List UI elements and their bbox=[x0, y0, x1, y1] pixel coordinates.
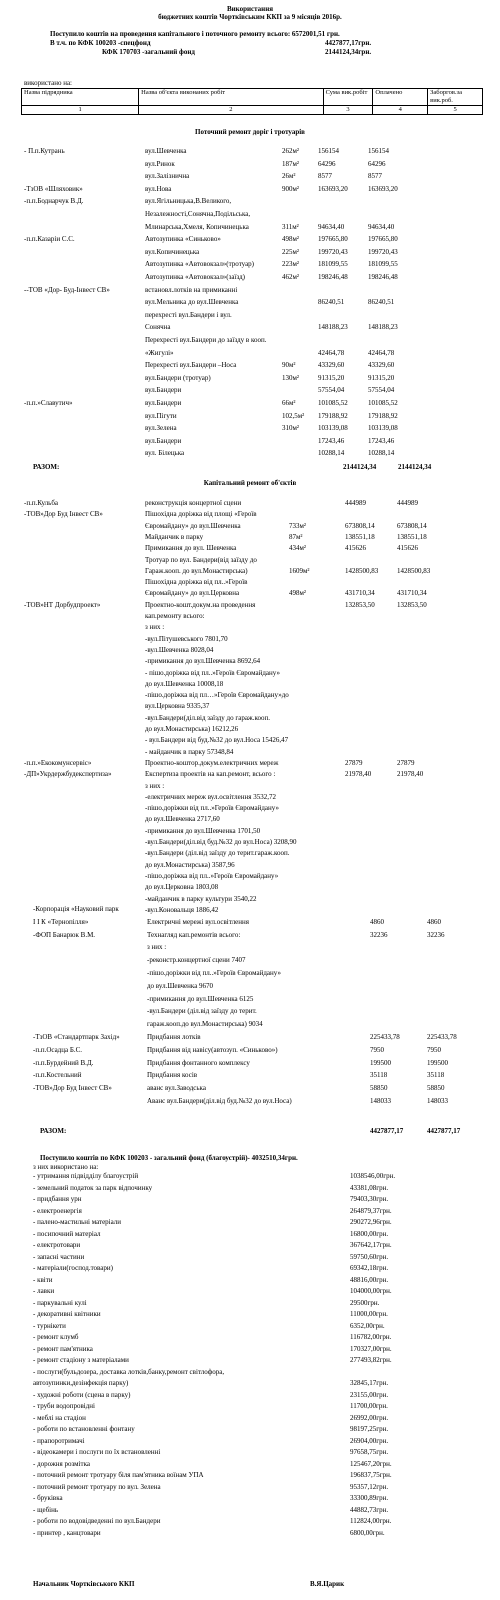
row-sum: 43329,60 bbox=[318, 361, 345, 370]
row-object: Придбання фонтанного комплексу bbox=[147, 1058, 250, 1067]
row-sum: 94634,40 bbox=[318, 222, 345, 231]
row-sum: 132853,50 bbox=[345, 600, 375, 609]
row-contractor: -Корпорація «Науковий парк bbox=[33, 905, 119, 913]
expense-value: 69342,18грн. bbox=[350, 1264, 389, 1272]
row-object: - вул.Бандери від буд.№32 до вул.Носа 15426,47 bbox=[145, 736, 289, 745]
row-paid: 181099,55 bbox=[368, 260, 398, 269]
row-sum: 444989 bbox=[345, 499, 366, 507]
col-num-3: 3 bbox=[323, 106, 373, 115]
row-area: 225м² bbox=[282, 247, 300, 256]
row-sum: 101085,52 bbox=[318, 399, 348, 407]
row-sum: 10288,14 bbox=[318, 449, 345, 458]
col-contractor: Назва підрядника bbox=[22, 89, 139, 106]
row-object: Пішохідна доріжка від пл..»Героїв bbox=[145, 578, 248, 587]
row-area: 223м² bbox=[282, 260, 300, 269]
row-contractor: -п.п.Кульба bbox=[24, 499, 59, 507]
section3-sub: з них використано на: bbox=[33, 1163, 99, 1171]
row-paid: 4860 bbox=[427, 917, 441, 926]
expense-item: - роботи по встановленні фонтану bbox=[33, 1425, 135, 1433]
row-sum: 156154 bbox=[318, 147, 339, 155]
row-object: Пішохідна доріжка від площі «Героїв bbox=[145, 510, 257, 519]
row-object: Експертиза проектів на кап.ремонт, всього : bbox=[145, 770, 276, 779]
row-contractor: -п.п.Боднарчук В.Д. bbox=[24, 197, 84, 206]
row-paid: 17243,46 bbox=[368, 436, 395, 445]
expense-item: - художні роботи (сцена в парку) bbox=[33, 1390, 131, 1399]
row-sum: 42464,78 bbox=[318, 348, 345, 357]
expense-value: 26992,00грн. bbox=[350, 1413, 389, 1422]
expense-value: 23155,00грн. bbox=[350, 1390, 389, 1399]
expense-item: - ремонт клумб bbox=[33, 1333, 79, 1341]
row-paid: 64296 bbox=[368, 159, 386, 168]
expense-value: 1038546,00грн. bbox=[350, 1172, 396, 1180]
row-object: -вул.Шевченка 8028,04 bbox=[145, 645, 214, 654]
expense-item: - земельний податок за парк відпочинку bbox=[33, 1183, 153, 1192]
row-sum: 103139,08 bbox=[318, 424, 348, 433]
row-paid: 86240,51 bbox=[368, 298, 395, 307]
row-area: 262м² bbox=[282, 147, 300, 155]
expense-value: 48816,00грн. bbox=[350, 1275, 389, 1284]
col-sum: Сума вик.робіт bbox=[323, 89, 373, 106]
row-paid: 148033 bbox=[427, 1097, 448, 1105]
row-contractor: -ТОВ»НТ Дорбудпроект» bbox=[24, 600, 101, 609]
expense-item: - декоративні квітники bbox=[33, 1310, 101, 1318]
expense-value: 98197,25грн. bbox=[350, 1425, 389, 1433]
kfk1-label: В т.ч. по КФК 100203 -спецфонд bbox=[50, 39, 151, 47]
expense-value: 97658,75грн. bbox=[350, 1448, 389, 1456]
row-object: вул.Пігути bbox=[145, 411, 177, 420]
row-object: -примикання до вул.Шевченка 8692,64 bbox=[145, 657, 261, 666]
row-paid: 1428500,83 bbox=[397, 566, 431, 575]
expense-value: 170327,00грн. bbox=[350, 1344, 392, 1353]
row-paid: 58850 bbox=[427, 1084, 445, 1093]
expense-item: - квіти bbox=[33, 1275, 53, 1284]
row-object: до вул.Церковна 1803,08 bbox=[145, 883, 219, 892]
row-object: Проектно-кошт.докум.на проведення bbox=[145, 600, 256, 609]
expense-item: - палено-мастильні матеріали bbox=[33, 1218, 122, 1226]
row-paid: 43329,60 bbox=[368, 361, 395, 370]
row-sum: 7950 bbox=[370, 1045, 384, 1054]
doc-title: Використання bbox=[226, 5, 274, 13]
row-object: з них : bbox=[145, 781, 165, 790]
row-object: Майданчик в парку bbox=[145, 532, 204, 541]
row-area: 498м² bbox=[282, 235, 300, 244]
row-area: 733м² bbox=[289, 521, 307, 530]
row-paid: 101085,52 bbox=[368, 399, 398, 407]
expense-item: - меблі на стадіон bbox=[33, 1413, 86, 1422]
row-sum: 198246,48 bbox=[318, 273, 348, 281]
row-object: -вул.Бандери(діл.від заїзду до гараж.кооп. bbox=[145, 713, 271, 722]
row-object: до вул.Шевченка 2717,60 bbox=[145, 815, 220, 824]
section3-title: Поступило коштів по КФК 100203 - загальний фонд (благоустрій)- 4032510,34грн. bbox=[40, 1154, 298, 1162]
row-area: 1609м² bbox=[289, 566, 310, 575]
row-object: Придбання лотків bbox=[147, 1033, 201, 1041]
row-paid: 138551,18 bbox=[397, 532, 427, 541]
row-paid: 91315,20 bbox=[368, 373, 395, 382]
section2-total-label: РАЗОМ: bbox=[40, 1127, 67, 1135]
row-sum: 21978,40 bbox=[345, 770, 372, 779]
row-paid: 199720,43 bbox=[368, 247, 398, 256]
expense-item: - дорожня розмітка bbox=[33, 1459, 91, 1468]
row-paid: 163693,20 bbox=[368, 184, 398, 193]
row-object: -пішо.доріжка від пл..»Героїв Євромайдану» bbox=[145, 871, 279, 880]
row-object: Аванс вул.Бандери(діл.від буд.№32 до вул.Носа) bbox=[147, 1097, 292, 1105]
section1-total-label: РАЗОМ: bbox=[33, 463, 60, 471]
expense-item: - поточний ремонт тротуару біля пам'ятника воїнам УПА bbox=[33, 1471, 204, 1479]
row-paid: 32236 bbox=[427, 930, 445, 939]
received-line: Поступило коштів на проведення капітального і поточного ремонту всього: 6572001,51 грн. bbox=[50, 30, 340, 38]
row-contractor: -п.п.»Славутич» bbox=[24, 399, 73, 407]
row-paid: 42464,78 bbox=[368, 348, 395, 357]
row-object: вул.Зелена bbox=[145, 424, 177, 433]
used-label: використано на: bbox=[24, 79, 72, 87]
expense-value: 26904,00грн. bbox=[350, 1436, 389, 1445]
row-object: вул.Залізнична bbox=[145, 172, 190, 181]
row-object: -примикання до вул.Шевченка 1701,50 bbox=[145, 826, 261, 835]
row-object: вул.Нова bbox=[145, 184, 172, 193]
expense-item: - послуги(бульдозера, доставка лотків,банку,ремонт світлофора, bbox=[33, 1367, 225, 1376]
row-contractor: - П.п.Кутрань bbox=[24, 147, 65, 155]
row-area: 310м² bbox=[282, 424, 300, 433]
row-object: Перехресті вул.Бандери до заїзду в кооп. bbox=[145, 336, 267, 344]
col-object: Назва об'єкта виконаних робіт bbox=[139, 89, 323, 106]
expense-item: - утримання підвідділу благоустрій bbox=[33, 1172, 139, 1180]
expense-value: 125467,20грн. bbox=[350, 1459, 392, 1468]
col-debt: Заборгов.за вик.роб. bbox=[428, 89, 483, 106]
row-object: вул. Білецька bbox=[145, 449, 185, 458]
row-contractor: І І К «Тернопілля» bbox=[33, 917, 89, 926]
expense-item: - придбання урн bbox=[33, 1195, 82, 1203]
row-object: перехресті вул.Бандери і вул. bbox=[145, 310, 232, 319]
row-object: -пішо.доріжки від пл..»Героїв Євромайдану» bbox=[147, 969, 281, 977]
row-area: 462м² bbox=[282, 273, 300, 281]
row-paid: 199500 bbox=[427, 1058, 448, 1067]
row-paid: 444989 bbox=[397, 499, 418, 507]
row-sum: 58850 bbox=[370, 1084, 388, 1093]
row-object: Автозупинка «Автовокзал»(заїзд) bbox=[145, 273, 245, 281]
row-contractor: --ТОВ «Дор- Буд-Інвест СВ» bbox=[24, 285, 110, 294]
expense-item: автозупинки,дезінфекція парку) bbox=[33, 1379, 129, 1387]
row-object: аванс вул.Заводська bbox=[147, 1084, 206, 1093]
row-sum: 8577 bbox=[318, 172, 332, 181]
row-object: -вул.Бандери (діл.від заїзду до терит.гараж.кооп. bbox=[145, 849, 290, 858]
row-object: - майданчик в парку 57348,84 bbox=[145, 747, 234, 756]
col-paid: Оплачено bbox=[373, 89, 428, 106]
expense-value: 59750,60грн. bbox=[350, 1252, 389, 1261]
row-object: вул.Бандери bbox=[145, 399, 182, 407]
expense-item: - посипочний матеріал bbox=[33, 1229, 101, 1238]
expense-value: 95357,12грн. bbox=[350, 1482, 389, 1491]
row-object: встановл.лотків на примиканні bbox=[145, 285, 238, 294]
row-object: -вул.Бандери(діл.від буд.№32 до вул.Носа) 3208,90 bbox=[145, 838, 297, 846]
row-object: з них : bbox=[145, 623, 165, 632]
section2-total-paid: 4427877,17 bbox=[427, 1127, 461, 1135]
row-area: 434м² bbox=[289, 544, 307, 553]
expense-value: 112824,00грн. bbox=[350, 1517, 392, 1525]
row-object: до вул.Шевченка 9670 bbox=[147, 981, 214, 990]
row-paid: 35118 bbox=[427, 1071, 445, 1080]
kfk1-value: 4427877,17грн. bbox=[325, 39, 372, 47]
expense-item: - щебінь bbox=[33, 1505, 59, 1514]
row-object: вул.Копичинецька bbox=[145, 247, 200, 256]
row-contractor: -п.п.Бурдейний В.Д. bbox=[33, 1058, 94, 1067]
row-area: 90м² bbox=[282, 361, 296, 370]
row-paid: 198246,48 bbox=[368, 273, 398, 281]
expense-value: 79403,30грн. bbox=[350, 1195, 389, 1203]
kfk2-label: КФК 170703 -загальний фонд bbox=[102, 48, 195, 56]
row-object: -майданчик в парку культури 3540,22 bbox=[145, 894, 257, 903]
row-object: Придбання косів bbox=[147, 1071, 198, 1080]
row-object: -вул.Бандери (діл.від заїзду до терит. bbox=[147, 1007, 257, 1016]
row-object: Незалежності,Сонячна,Подільська, bbox=[145, 210, 251, 218]
row-sum: 197665,80 bbox=[318, 235, 348, 244]
row-object: Тротуар по вул. Бандери(від заїзду до bbox=[145, 555, 257, 564]
row-area: 187м² bbox=[282, 159, 300, 168]
row-contractor: -ТзОВ «Стандартпарк Захід» bbox=[33, 1033, 120, 1041]
expense-value: 116782,00грн. bbox=[350, 1333, 392, 1341]
row-object: -примикання до вул.Шевченка 6125 bbox=[147, 994, 254, 1003]
expense-item: - поточний ремонт тротуару по вул. Зелена bbox=[33, 1482, 161, 1491]
row-object: реконструкція концертної сцени bbox=[145, 499, 242, 507]
row-paid: 225433,78 bbox=[427, 1033, 457, 1041]
row-paid: 132853,50 bbox=[397, 600, 427, 609]
row-object: Проектно-коштор.докум.електричних мереж bbox=[145, 758, 279, 767]
row-contractor: -п.п.Костельний bbox=[33, 1071, 82, 1080]
row-object: Придбання від навісу(автозуп. «Синьково») bbox=[147, 1045, 278, 1054]
row-paid: 148188,23 bbox=[368, 323, 398, 332]
row-sum: 199500 bbox=[370, 1058, 391, 1067]
expense-value: 16800,00грн. bbox=[350, 1229, 389, 1238]
section1-total-sum: 2144124,34 bbox=[343, 463, 377, 471]
col-num-2: 2 bbox=[139, 106, 323, 115]
expense-value: 367642,17грн. bbox=[350, 1241, 392, 1249]
section1-title: Поточний ремонт доріг і тротуарів bbox=[195, 128, 305, 136]
row-object: Автозупинка «Синьково» bbox=[145, 235, 221, 244]
row-sum: 35118 bbox=[370, 1071, 388, 1080]
row-sum: 148033 bbox=[370, 1097, 391, 1105]
row-sum: 57554,04 bbox=[318, 386, 345, 395]
row-area: 102,5м² bbox=[282, 411, 305, 420]
col-num-1: 1 bbox=[22, 106, 139, 115]
row-object: вул.Бандери bbox=[145, 386, 182, 395]
row-object: Примикання до вул. Шевченка bbox=[145, 544, 237, 553]
row-object: вул.Шевченка bbox=[145, 147, 187, 155]
row-paid: 27879 bbox=[397, 758, 415, 767]
expense-item: - роботи по водовідведенні по вул.Бандери bbox=[33, 1517, 161, 1525]
row-object: вул.Бандери bbox=[145, 436, 182, 445]
row-sum: 1428500,83 bbox=[345, 566, 379, 575]
row-sum: 17243,46 bbox=[318, 436, 345, 445]
row-object: Млинарська,Хмеля, Копичинецька bbox=[145, 222, 249, 231]
row-sum: 86240,51 bbox=[318, 298, 345, 307]
expense-value: 290272,96грн. bbox=[350, 1218, 392, 1226]
row-object: Євромайдану» до вул.Шевченка bbox=[145, 521, 241, 530]
expense-item: - турнікети bbox=[33, 1321, 66, 1330]
row-sum: 91315,20 bbox=[318, 373, 345, 382]
expense-item: - паркувальні кулі bbox=[33, 1298, 87, 1307]
row-object: Перехресті вул.Бандери –Носа bbox=[145, 361, 237, 370]
expense-value: 44882,73грн. bbox=[350, 1505, 389, 1514]
section1-total-paid: 2144124,34 bbox=[398, 463, 432, 471]
row-object: гараж.кооп.до вул.Монастирська) 9034 bbox=[147, 1020, 263, 1029]
row-object: -електричних мереж вул.освітлення 3532,72 bbox=[145, 792, 276, 801]
row-area: 26м² bbox=[282, 172, 296, 181]
expense-item: - принтер , канцтовари bbox=[33, 1528, 101, 1537]
expense-item: - запасні частини bbox=[33, 1252, 85, 1261]
row-sum: 64296 bbox=[318, 159, 336, 168]
row-sum: 148188,23 bbox=[318, 323, 348, 332]
row-paid: 8577 bbox=[368, 172, 382, 181]
expense-value: 32845,17грн. bbox=[350, 1379, 389, 1387]
row-object: вул.Церковна 9335,37 bbox=[145, 702, 210, 711]
expense-value: 264879,37грн. bbox=[350, 1206, 392, 1215]
row-sum: 27879 bbox=[345, 758, 363, 767]
row-paid: 197665,80 bbox=[368, 235, 398, 244]
row-paid: 7950 bbox=[427, 1045, 441, 1054]
col-num-4: 4 bbox=[373, 106, 428, 115]
row-sum: 138551,18 bbox=[345, 532, 375, 541]
row-sum: 179188,92 bbox=[318, 411, 348, 420]
row-paid: 94634,40 bbox=[368, 222, 395, 231]
expense-value: 29500грн. bbox=[350, 1298, 380, 1307]
row-paid: 21978,40 bbox=[397, 770, 424, 779]
expense-value: 43381,08грн. bbox=[350, 1183, 389, 1192]
expense-item: - ремонт пам'ятника bbox=[33, 1344, 93, 1353]
row-paid: 431710,34 bbox=[397, 589, 427, 598]
row-object: Електричні мережі вул.освітлення bbox=[147, 917, 249, 926]
row-area: 66м² bbox=[282, 399, 296, 407]
row-sum: 225433,78 bbox=[370, 1033, 400, 1041]
row-area: 311м² bbox=[282, 222, 299, 231]
row-object: «Жигулі» bbox=[145, 348, 174, 357]
section2-title: Капітальний ремонт об'єктів bbox=[203, 479, 297, 487]
expense-value: 11700,00грн. bbox=[350, 1402, 388, 1410]
row-paid: 415626 bbox=[397, 544, 418, 553]
row-contractor: -ФОП Банарюк В.М. bbox=[33, 930, 96, 939]
row-object: до вул.Шевченка 10008,18 bbox=[145, 679, 224, 688]
row-object: -пішо.доріжки від пл..»Героїв Євромайдану» bbox=[145, 804, 279, 813]
row-contractor: -ДП»Укрдержбудекспертиза» bbox=[24, 770, 112, 779]
expense-value: 277493,82грн. bbox=[350, 1356, 392, 1364]
row-sum: 431710,34 bbox=[345, 589, 375, 598]
expense-value: 196837,75грн. bbox=[350, 1471, 392, 1479]
expense-item: - лавки bbox=[33, 1287, 55, 1295]
row-paid: 10288,14 bbox=[368, 449, 395, 458]
col-num-5: 5 bbox=[428, 106, 483, 115]
row-object: вул.Ягільницька,В.Великого, bbox=[145, 197, 232, 206]
row-contractor: -п.п.Осадца Б.С. bbox=[33, 1045, 83, 1054]
doc-subtitle: бюджетних коштів Чортківським ККП за 9 місяців 2016р. bbox=[158, 13, 342, 21]
row-object: до вул.Монастирська) 3587,96 bbox=[145, 860, 235, 869]
row-area: 498м² bbox=[289, 589, 307, 598]
row-object: -вул.Коновальця 1886,42 bbox=[145, 905, 219, 914]
row-paid: 156154 bbox=[368, 147, 389, 155]
row-object: вул.Мельника до вул.Шевченка bbox=[145, 298, 239, 307]
row-area: 87м² bbox=[289, 532, 303, 541]
row-object: Автозупинка «Автовокзал»(тротуар) bbox=[145, 260, 255, 269]
expense-item: - відеокамери і послуги по їх встановленні bbox=[33, 1448, 161, 1456]
expense-value: 6800,00грн. bbox=[350, 1528, 385, 1537]
row-paid: 179188,92 bbox=[368, 411, 398, 420]
expense-value: 6352,00грн. bbox=[350, 1321, 385, 1330]
footer-position: Начальник Чортківського ККП bbox=[33, 1580, 135, 1588]
expense-value: 33300,89грн. bbox=[350, 1494, 389, 1502]
row-object: Гараж.кооп. до вул.Монастирська) bbox=[145, 566, 248, 575]
row-contractor: -ТОВ»Дор Буд Інвест СВ» bbox=[24, 510, 103, 519]
kfk2-value: 2144124,34грн. bbox=[325, 48, 372, 56]
row-sum: 181099,55 bbox=[318, 260, 348, 269]
row-object: до вул.Монастирська) 16212,26 bbox=[145, 725, 239, 733]
row-object: Сонячна bbox=[145, 323, 171, 332]
row-paid: 103139,08 bbox=[368, 424, 398, 433]
row-contractor: -ТОВ»Дор Буд Інвест СВ» bbox=[33, 1084, 112, 1093]
row-object: з них : bbox=[147, 943, 167, 952]
row-object: - пішо.доріжка від пл..»Героїв Євромайдану» bbox=[145, 668, 280, 677]
expense-value: 104000,00грн. bbox=[350, 1287, 392, 1295]
header-table bbox=[21, 88, 483, 115]
row-paid: 57554,04 bbox=[368, 386, 395, 395]
footer-signer: В.Я.Царик bbox=[310, 1580, 345, 1588]
expense-item: - матеріали(господ.товари) bbox=[33, 1264, 113, 1272]
row-contractor: -п.п.Казаріи С.С. bbox=[24, 235, 75, 244]
expense-item: - бруківка bbox=[33, 1494, 63, 1502]
row-sum: 32236 bbox=[370, 930, 388, 939]
expense-item: - електротовари bbox=[33, 1241, 81, 1249]
row-contractor: -ТзОВ «Шляховик» bbox=[24, 184, 83, 193]
row-area: 130м² bbox=[282, 373, 300, 382]
expense-item: - труби водопровідні bbox=[33, 1402, 95, 1410]
row-object: -реконстр.концертної сцени 7407 bbox=[147, 956, 246, 965]
row-object: Технагляд кап.ремонтів всього: bbox=[147, 930, 241, 939]
row-sum: 199720,43 bbox=[318, 247, 348, 256]
row-object: вул.Ринок bbox=[145, 159, 175, 168]
expense-item: - прапоротримачі bbox=[33, 1436, 85, 1445]
row-paid: 673808,14 bbox=[397, 521, 427, 530]
expense-item: - ремонт стадіону з матеріалами bbox=[33, 1356, 129, 1364]
row-sum: 163693,20 bbox=[318, 184, 348, 193]
section2-total-sum: 4427877,17 bbox=[370, 1127, 404, 1135]
row-object: вул.Бандери (тротуар) bbox=[145, 373, 211, 382]
row-object: -вул.Пітушевського 7801,70 bbox=[145, 634, 228, 643]
row-area: 900м² bbox=[282, 184, 300, 193]
row-sum: 4860 bbox=[370, 917, 384, 926]
row-object: -пішо.доріжка від пл…»Героїв Євромайдану»до bbox=[145, 691, 289, 700]
row-contractor: -п.п.»Екокомунсервіс» bbox=[24, 758, 92, 767]
row-sum: 415626 bbox=[345, 544, 366, 553]
row-sum: 673808,14 bbox=[345, 521, 375, 530]
expense-value: 11000,00грн. bbox=[350, 1310, 388, 1318]
row-object: кап.ремонту всього: bbox=[145, 612, 205, 620]
expense-item: - електроенергія bbox=[33, 1206, 82, 1215]
row-object: Євромайдану» до вул.Церковна bbox=[145, 589, 240, 598]
